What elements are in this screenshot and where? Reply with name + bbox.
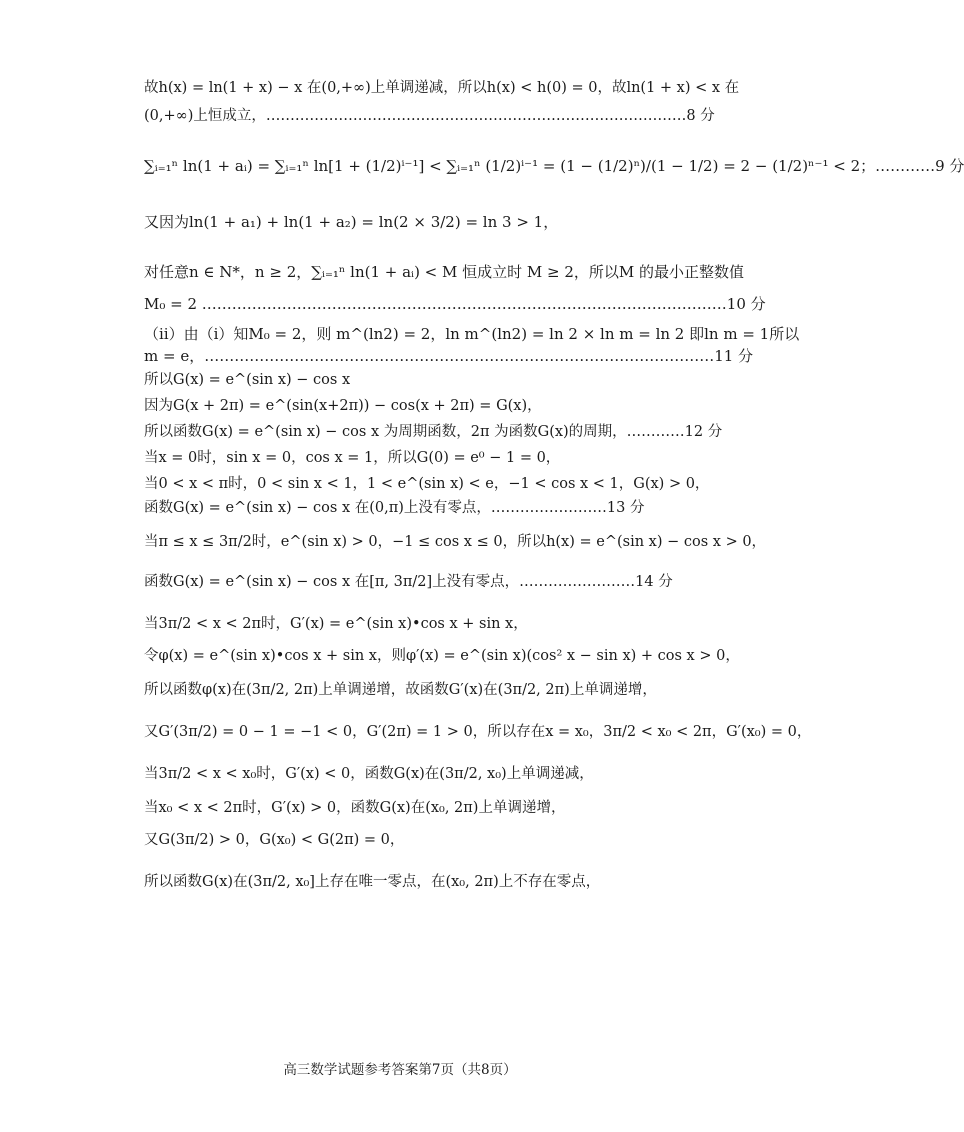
solution-line-5: 对任意n ∈ N*，n ≥ 2，∑ᵢ₌₁ⁿ ln(1 + aᵢ) < M 恒成立时 M ≥ 2，所以M 的最小正整数值: [144, 263, 745, 281]
solution-line-16: 函数G(x) = e^(sin x) − cos x 在[π, 3π/2]上没有零点，……………………14 分: [144, 574, 673, 590]
solution-line-21: 当3π/2 < x < x₀时，G′(x) < 0，函数G(x)在(3π/2, x₀)上单调递减，: [144, 766, 594, 782]
solution-line-2: (0,+∞)上恒成立，……………………………………………………………………………8 分: [144, 108, 715, 124]
solution-line-3: ∑ᵢ₌₁ⁿ ln(1 + aᵢ) = ∑ᵢ₌₁ⁿ ln[1 + (1/2)ⁱ⁻¹] < ∑ᵢ₌₁ⁿ (1/2)ⁱ⁻¹ = (1 − (1/2)ⁿ)/(1 − 1/2) = 2 − (1/2)ⁿ⁻¹ < 2；…………9 分: [144, 157, 964, 175]
solution-line-11: 所以函数G(x) = e^(sin x) − cos x 为周期函数，2π 为函数G(x)的周期，…………12 分: [144, 424, 723, 440]
solution-line-17: 当3π/2 < x < 2π时，G′(x) = e^(sin x)•cos x + sin x，: [144, 616, 528, 632]
solution-line-13: 当0 < x < π时，0 < sin x < 1，1 < e^(sin x) < e，−1 < cos x < 1，G(x) > 0，: [144, 476, 710, 492]
solution-line-20: 又G′(3π/2) = 0 − 1 = −1 < 0，G′(2π) = 1 > 0，所以存在x = x₀，3π/2 < x₀ < 2π，G′(x₀) = 0，: [144, 724, 812, 740]
solution-line-14: 函数G(x) = e^(sin x) − cos x 在(0,π)上没有零点，……………………13 分: [144, 500, 645, 516]
solution-line-18: 令φ(x) = e^(sin x)•cos x + sin x，则φ′(x) = e^(sin x)(cos² x − sin x) + cos x > 0，: [144, 648, 740, 664]
solution-line-7: （ⅱ）由（ⅰ）知M₀ = 2，则 m^(ln2) = 2，ln m^(ln2) = ln 2 × ln m = ln 2 即ln m = 1所以: [144, 325, 800, 343]
solution-line-12: 当x = 0时，sin x = 0，cos x = 1，所以G(0) = e⁰ − 1 = 0，: [144, 450, 561, 466]
solution-line-23: 又G(3π/2) > 0，G(x₀) < G(2π) = 0，: [144, 832, 405, 848]
solution-line-22: 当x₀ < x < 2π时，G′(x) > 0，函数G(x)在(x₀, 2π)上单调递增，: [144, 800, 566, 816]
solution-line-8: m = e，…………………………………………………………………………………………11 分: [144, 347, 754, 365]
solution-line-9: 所以G(x) = e^(sin x) − cos x: [144, 372, 351, 388]
page-footer: 高三数学试题参考答案第7页（共8页）: [283, 1062, 517, 1078]
solution-line-19: 所以函数φ(x)在(3π/2, 2π)上单调递增，故函数G′(x)在(3π/2, 2π)上单调递增，: [144, 682, 657, 698]
solution-line-1: 故h(x) = ln(1 + x) − x 在(0,+∞)上单调递减，所以h(x) < h(0) = 0，故ln(1 + x) < x 在: [144, 80, 740, 96]
solution-line-15: 当π ≤ x ≤ 3π/2时，e^(sin x) > 0，−1 ≤ cos x ≤ 0，所以h(x) = e^(sin x) − cos x > 0，: [144, 534, 767, 550]
solution-line-24: 所以函数G(x)在(3π/2, x₀]上存在唯一零点，在(x₀, 2π)上不存在零点，: [144, 874, 601, 890]
solution-line-10: 因为G(x + 2π) = e^(sin(x+2π)) − cos(x + 2π) = G(x)，: [144, 398, 542, 414]
solution-line-4: 又因为ln(1 + a₁) + ln(1 + a₂) = ln(2 × 3/2) = ln 3 > 1，: [144, 213, 559, 231]
solution-line-6: M₀ = 2 ……………………………………………………………………………………………10 分: [144, 295, 766, 313]
